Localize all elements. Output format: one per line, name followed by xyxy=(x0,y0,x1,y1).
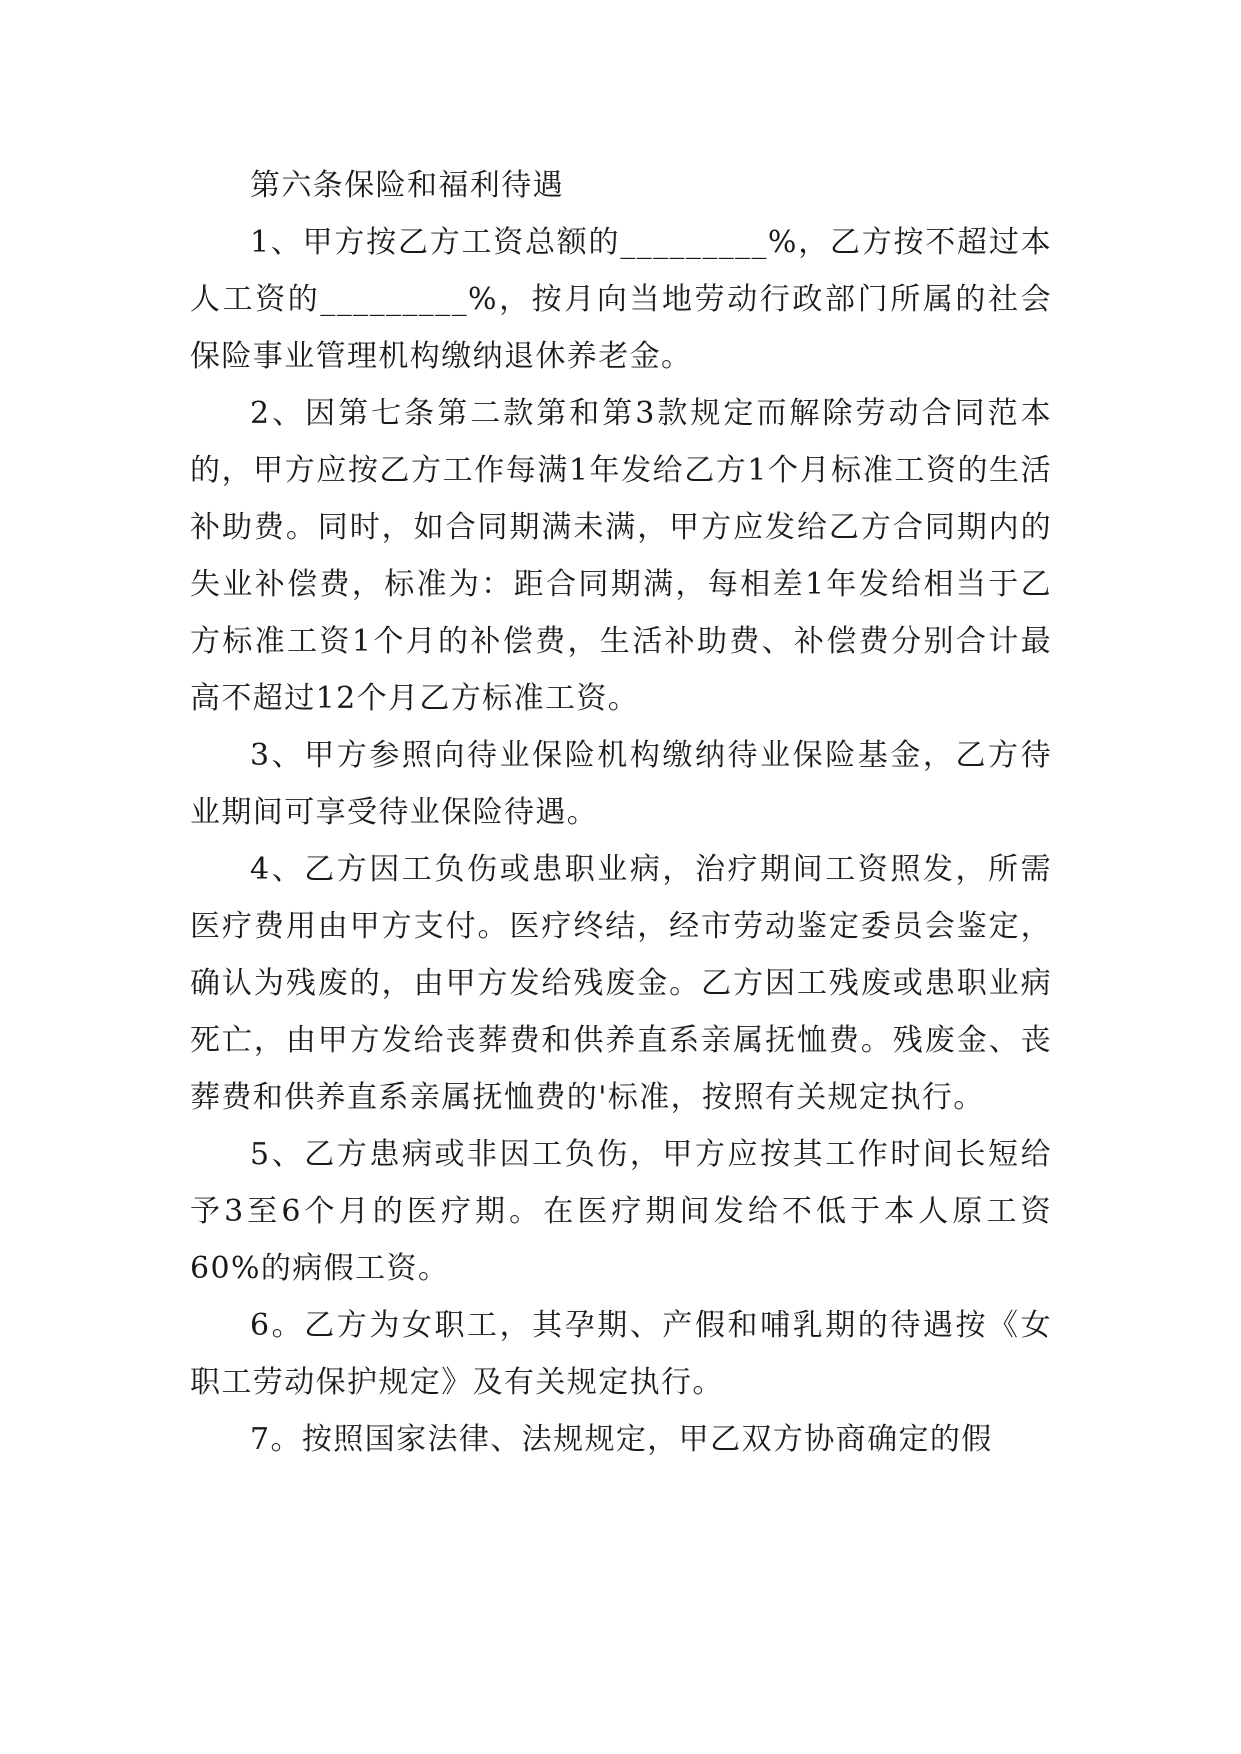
paragraph-1: 1、甲方按乙方工资总额的_________%，乙方按不超过本人工资的_________%，按月向当地劳动行政部门所属的社会保险事业管理机构缴纳退休养老金。 xyxy=(190,225,1052,374)
paragraph-3: 3、甲方参照向待业保险机构缴纳待业保险基金，乙方待业期间可享受待业保险待遇。 xyxy=(190,738,1052,830)
document-body xyxy=(190,157,1052,1468)
paragraph-2: 2、因第七条第二款第和第3款规定而解除劳动合同范本的，甲方应按乙方工作每满1年发给乙方1个月标准工资的生活补助费。同时，如合同期满未满，甲方应发给乙方合同期内的失业补偿费，标准为：距合同期满，每相差1年发给相当于乙方标准工资1个月的补偿费，生活补助费、补偿费分别合计最高不超过12个月乙方标准工资。 xyxy=(190,396,1052,716)
paragraph-5: 5、乙方患病或非因工负伤，甲方应按其工作时间长短给予3至6个月的医疗期。在医疗期间发给不低于本人原工资60%的病假工资。 xyxy=(190,1137,1052,1286)
section-heading: 第六条保险和福利待遇 xyxy=(250,168,564,203)
paragraph-4: 4、乙方因工负伤或患职业病，治疗期间工资照发，所需医疗费用由甲方支付。医疗终结，经市劳动鉴定委员会鉴定，确认为残废的，由甲方发给残废金。乙方因工残废或患职业病死亡，由甲方发给丧葬费和供养直系亲属抚恤费。残废金、丧葬费和供养直系亲属抚恤费的'标准，按照有关规定执行。 xyxy=(190,852,1052,1115)
paragraph-6: 6。乙方为女职工，其孕期、产假和哺乳期的待遇按《女职工劳动保护规定》及有关规定执行。 xyxy=(190,1308,1052,1400)
paragraph-7: 7。按照国家法律、法规规定，甲乙双方协商确定的假 xyxy=(250,1422,993,1457)
